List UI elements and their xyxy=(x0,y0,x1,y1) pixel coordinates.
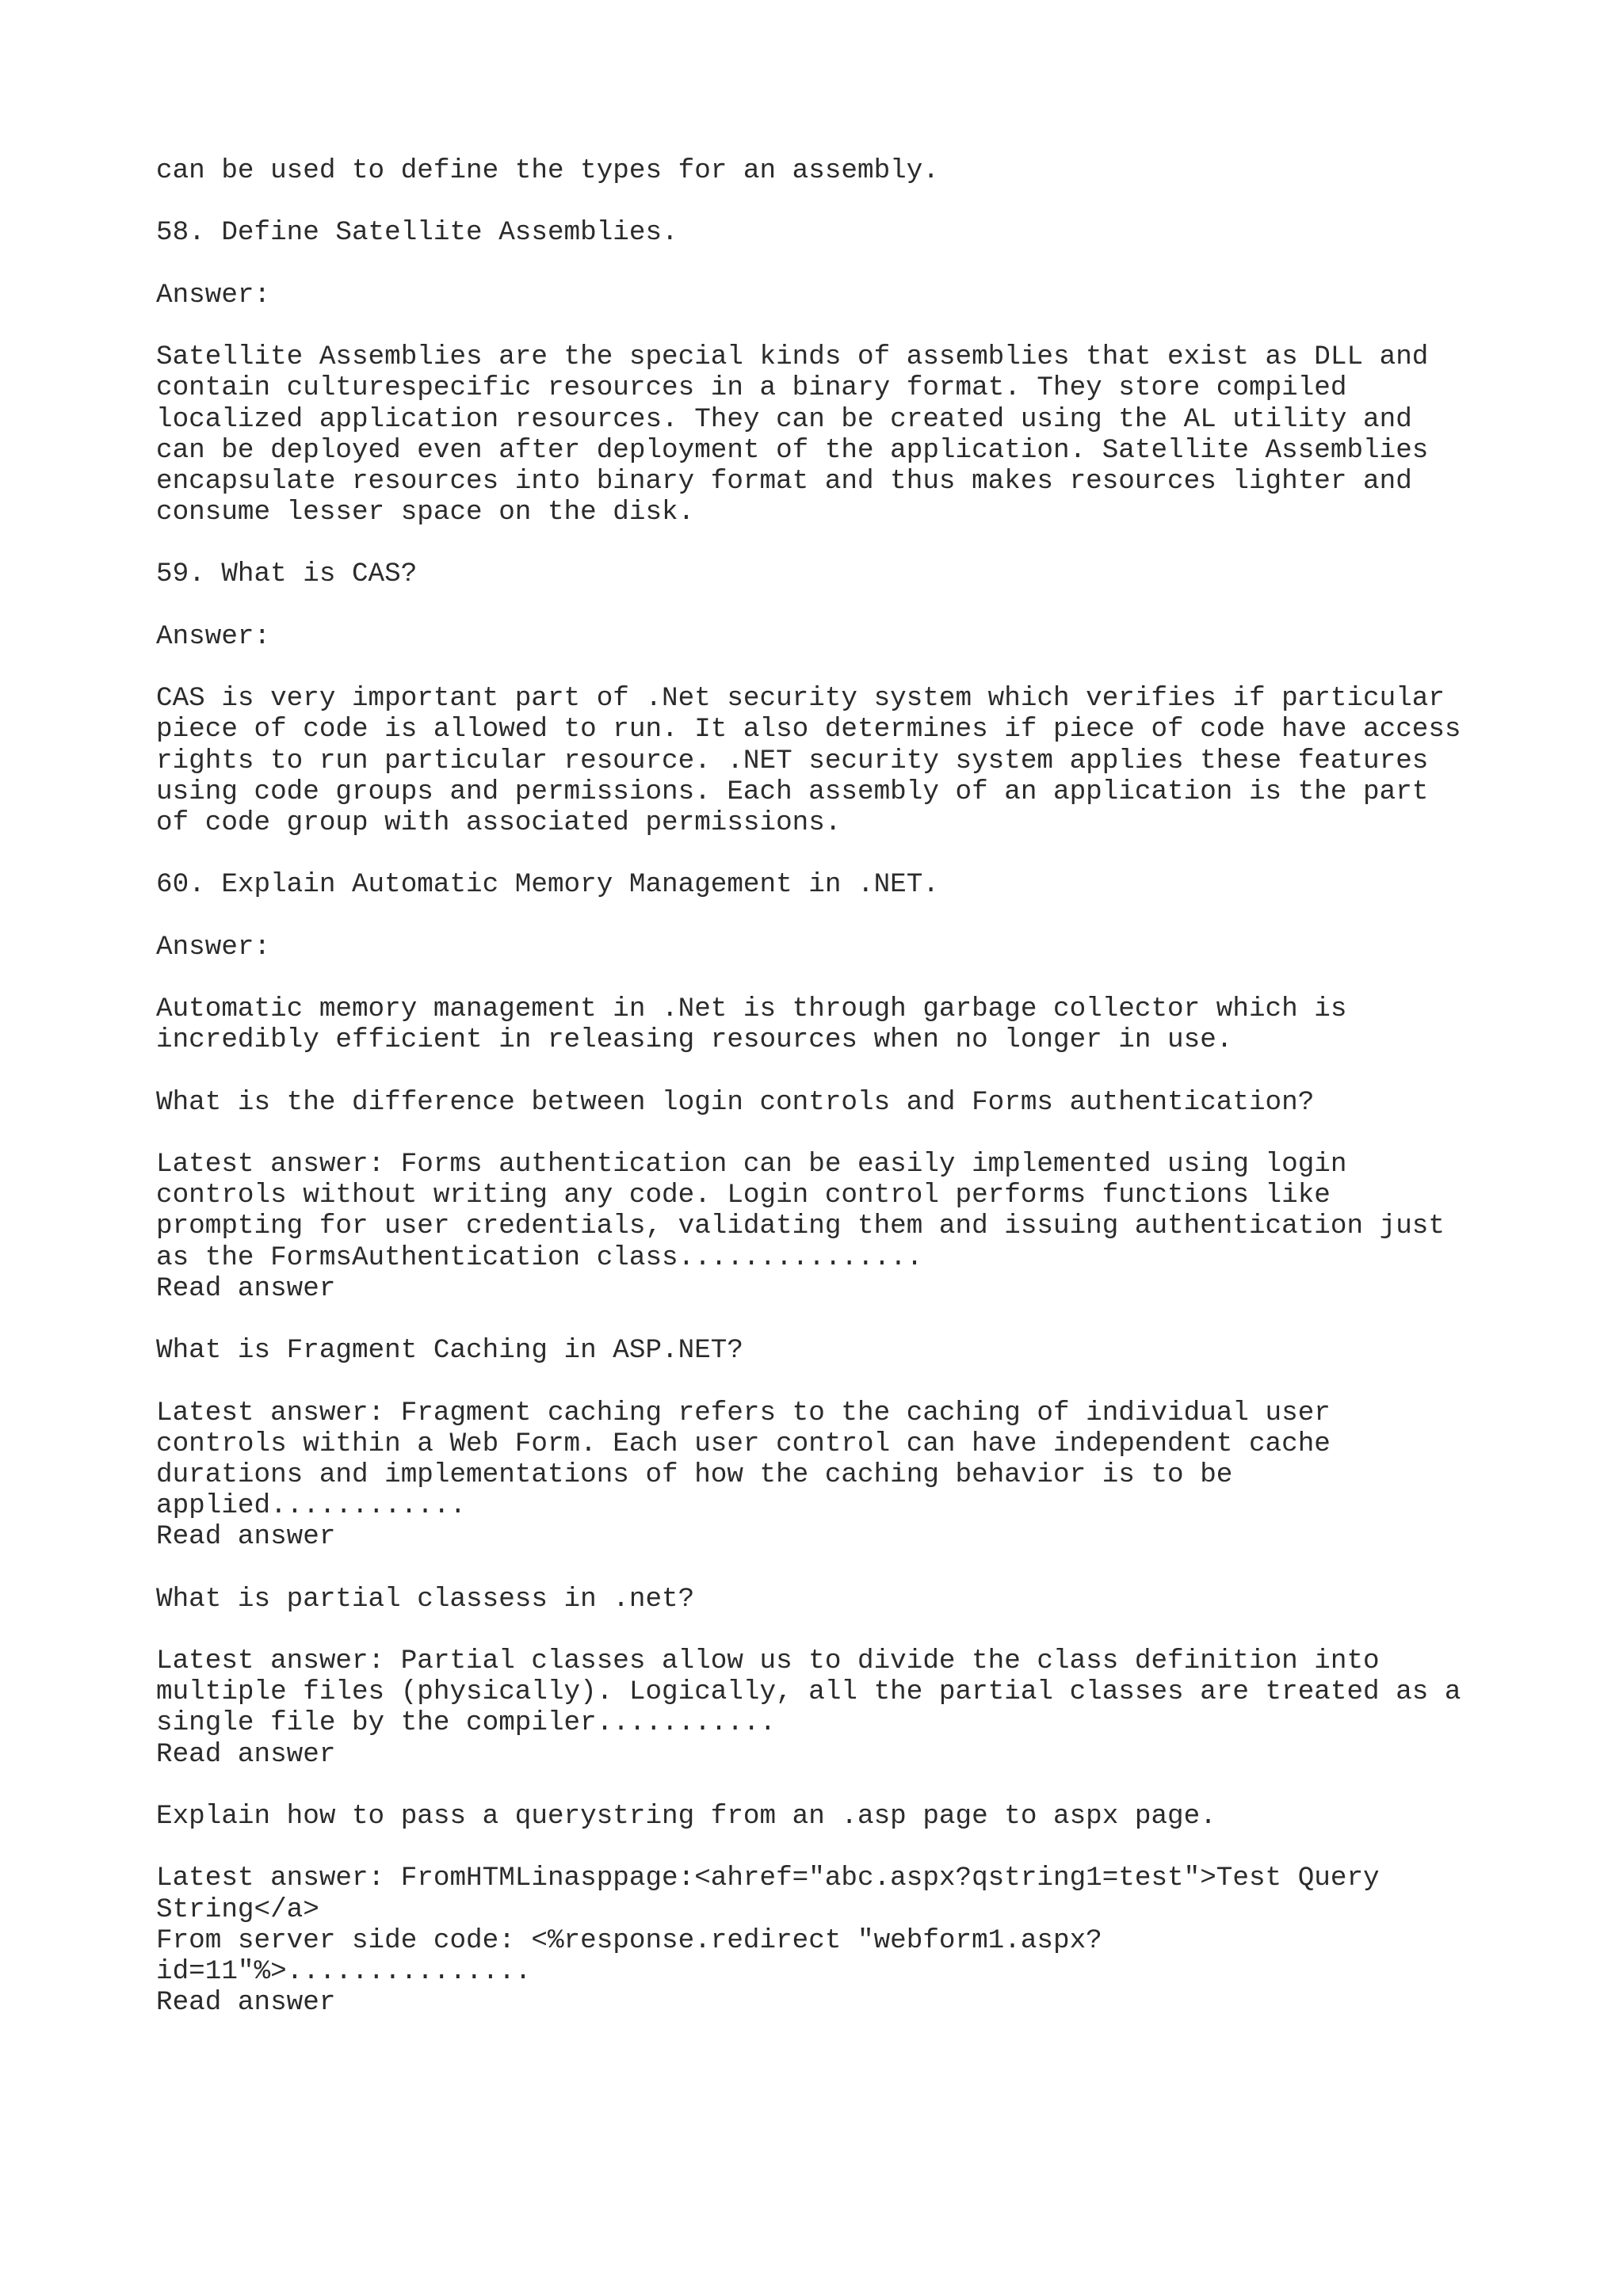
text-line: controls within a Web Form. Each user control can have independent cache xyxy=(156,1428,1331,1459)
paragraph-gap xyxy=(156,311,1583,341)
text-line: contain culturespecific resources in a binary format. They store compiled xyxy=(156,372,1347,404)
paragraph-gap xyxy=(156,652,1583,683)
paragraph-gap xyxy=(156,1832,1583,1863)
text-line: 60. Explain Automatic Memory Management in .NET. xyxy=(156,869,939,901)
paragraph-gap xyxy=(156,1615,1583,1646)
text-line: 58. Define Satellite Assemblies. xyxy=(156,217,678,249)
text-line: as the FormsAuthentication class............... xyxy=(156,1241,923,1273)
text-line: 59. What is CAS? xyxy=(156,559,418,590)
text-line: What is the difference between login controls and Forms authentication? xyxy=(156,1086,1315,1118)
text-line: Answer: xyxy=(156,279,271,311)
text-line: Latest answer: Partial classes allow us to divide the class definition into xyxy=(156,1646,1380,1676)
text-line: prompting for user credentials, validating them and issuing authentication just xyxy=(156,1211,1445,1242)
answer-querystring xyxy=(156,1863,1583,2018)
question-58 xyxy=(156,217,1583,248)
read-answer-link[interactable]: Read answer xyxy=(156,1987,336,2019)
text-line: applied............ xyxy=(156,1490,467,1522)
paragraph-gap xyxy=(156,186,1583,217)
text-line: Answer: xyxy=(156,931,271,963)
text-line: durations and implementations of how the caching behavior is to be xyxy=(156,1459,1233,1490)
answer-partial-classes xyxy=(156,1646,1583,1770)
read-answer-link[interactable]: Read answer xyxy=(156,1272,336,1304)
text-line: rights to run particular resource. .NET security system applies these features xyxy=(156,745,1429,776)
answer-fragment-caching xyxy=(156,1398,1583,1553)
paragraph-gap xyxy=(156,249,1583,280)
text-line: controls without writing any code. Login control performs functions like xyxy=(156,1180,1331,1211)
paragraph-gap xyxy=(156,1552,1583,1583)
answer-60 xyxy=(156,994,1583,1055)
question-partial-classes xyxy=(156,1584,1583,1615)
question-fragment-caching xyxy=(156,1335,1583,1366)
answer-label-59 xyxy=(156,621,1583,652)
document-body xyxy=(156,155,1583,2018)
paragraph-gap xyxy=(156,963,1583,994)
text-line: single file by the compiler........... xyxy=(156,1707,777,1739)
answer-label-58 xyxy=(156,280,1583,311)
intro-text xyxy=(156,155,1583,186)
text-line: What is Fragment Caching in ASP.NET? xyxy=(156,1335,743,1367)
paragraph-gap xyxy=(156,1366,1583,1397)
text-line: Latest answer: FromHTMLinasppage:<ahref="abc.aspx?qstring1=test">Test Query xyxy=(156,1863,1380,1894)
text-line: String</a> xyxy=(156,1894,319,1925)
text-line: Automatic memory management in .Net is through garbage collector which is xyxy=(156,994,1347,1025)
question-querystring xyxy=(156,1801,1583,1832)
paragraph-gap xyxy=(156,1055,1583,1086)
answer-59 xyxy=(156,683,1583,838)
text-line: Latest answer: Forms authentication can be easily implemented using login xyxy=(156,1149,1347,1180)
text-line: Satellite Assemblies are the special kinds of assemblies that exist as DLL and xyxy=(156,341,1429,373)
paragraph-gap xyxy=(156,901,1583,932)
text-line: of code group with associated permissions. xyxy=(156,807,842,838)
text-line: encapsulate resources into binary format and thus makes resources lighter and xyxy=(156,465,1412,497)
text-line: Explain how to pass a querystring from an .asp page to aspx page. xyxy=(156,1800,1216,1832)
question-59 xyxy=(156,559,1583,589)
text-line: CAS is very important part of .Net security system which verifies if particular xyxy=(156,683,1445,715)
text-line: What is partial classess in .net? xyxy=(156,1583,695,1615)
text-line: multiple files (physically). Logically, all the partial classes are treated as a xyxy=(156,1676,1461,1708)
answer-label-60 xyxy=(156,932,1583,963)
paragraph-gap xyxy=(156,590,1583,621)
text-line: incredibly efficient in releasing resources when no longer in use. xyxy=(156,1024,1233,1056)
paragraph-gap xyxy=(156,1118,1583,1149)
text-line: can be deployed even after deployment of the application. Satellite Assemblies xyxy=(156,434,1429,466)
read-answer-link[interactable]: Read answer xyxy=(156,1738,336,1770)
text-line: localized application resources. They can be created using the AL utility and xyxy=(156,403,1412,435)
text-line: From server side code: <%response.redirect "webform1.aspx? xyxy=(156,1924,1102,1956)
question-login-controls xyxy=(156,1087,1583,1118)
text-line: using code groups and permissions. Each assembly of an application is the part xyxy=(156,776,1429,807)
text-line: consume lesser space on the disk. xyxy=(156,497,695,528)
text-line: can be used to define the types for an assembly. xyxy=(156,155,939,186)
text-line: piece of code is allowed to run. It also determines if piece of code have access xyxy=(156,714,1461,746)
read-answer-link[interactable]: Read answer xyxy=(156,1521,336,1553)
text-line: Latest answer: Fragment caching refers to the caching of individual user xyxy=(156,1397,1331,1428)
paragraph-gap xyxy=(156,1770,1583,1801)
text-line: Answer: xyxy=(156,620,271,652)
paragraph-gap xyxy=(156,838,1583,869)
answer-login-controls xyxy=(156,1149,1583,1304)
paragraph-gap xyxy=(156,528,1583,559)
paragraph-gap xyxy=(156,1304,1583,1335)
question-60 xyxy=(156,869,1583,900)
answer-58 xyxy=(156,341,1583,528)
text-line: id=11"%>............... xyxy=(156,1955,532,1987)
